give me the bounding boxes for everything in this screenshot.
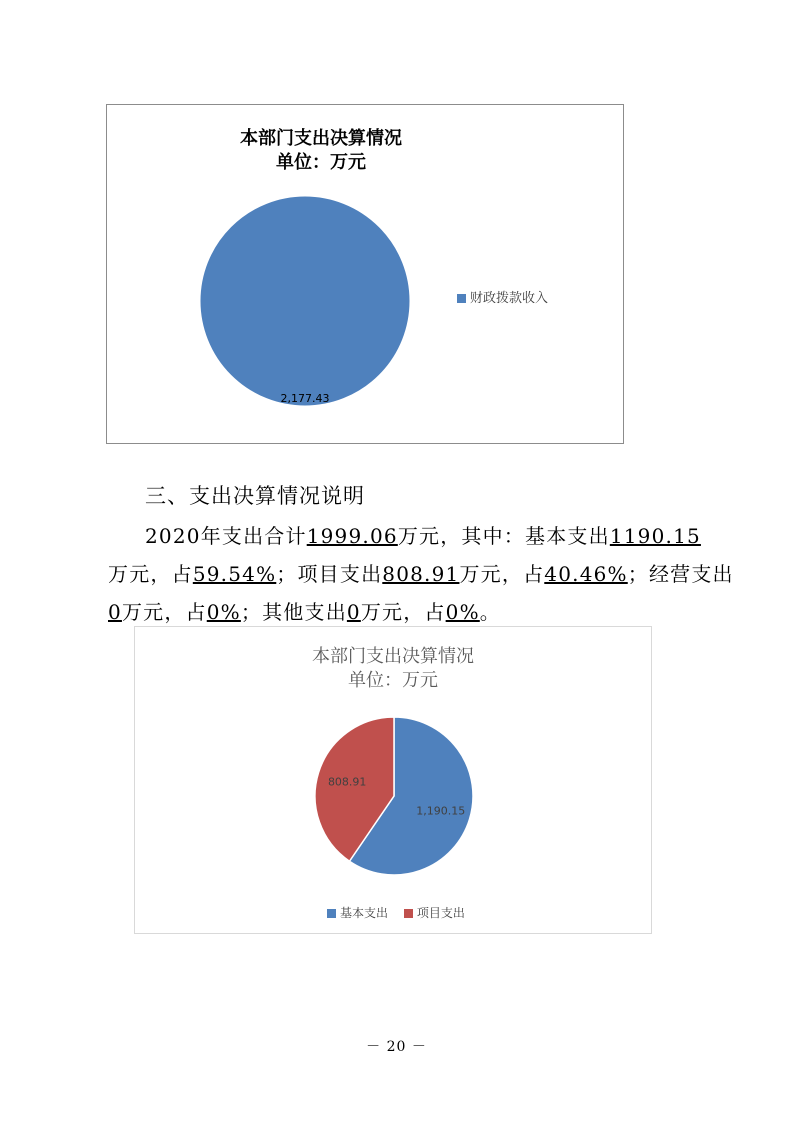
text: 。 [479, 600, 501, 624]
text: 万元，其中：基本支出 [397, 524, 610, 548]
legend-item [327, 904, 388, 921]
total-amount: 1999.06 [306, 524, 398, 548]
project-percent: 40.46% [544, 562, 628, 586]
project-amount: 808.91 [382, 562, 460, 586]
text: ；经营支出 [627, 562, 734, 586]
text: 万元，占 [360, 600, 446, 624]
pie-plot [135, 627, 653, 935]
text: 万元，占 [121, 600, 207, 624]
chart-title-line2: 单位：万元 [276, 152, 366, 173]
data-label: 808.91 [327, 775, 367, 789]
legend-swatch [404, 909, 413, 918]
legend-item [404, 904, 465, 921]
chart-title-line1: 本部门支出决算情况 [312, 646, 474, 667]
data-label: 1,190.15 [416, 804, 466, 818]
income-pie-chart [106, 104, 624, 444]
basic-amount: 1190.15 [609, 524, 701, 548]
legend-swatch [327, 909, 336, 918]
other-percent: 0% [445, 600, 480, 624]
basic-percent: 59.54% [192, 562, 277, 586]
pie-slice-fiscal-income [200, 196, 410, 406]
paragraph-line [145, 517, 735, 555]
page-number: － 20 － [366, 1039, 427, 1055]
other-amount: 0 [346, 600, 361, 624]
legend-item [457, 287, 548, 306]
chart-title-line1: 本部门支出决算情况 [240, 128, 402, 149]
expense-pie-chart [134, 626, 652, 934]
pie-plot [107, 105, 625, 445]
text: ；其他支出 [240, 600, 347, 624]
text: 2020年支出合计 [145, 524, 307, 548]
operating-percent: 0% [206, 600, 241, 624]
chart-title-line2: 单位：万元 [348, 670, 438, 691]
text: 万元，占 [459, 562, 545, 586]
paragraph-line [108, 555, 734, 593]
text: ；项目支出 [276, 562, 383, 586]
chart-legend [457, 287, 560, 306]
data-label: 2,177.43 [280, 392, 330, 405]
section-heading: 三、支出决算情况说明 [145, 484, 365, 508]
text: 万元，占 [108, 562, 193, 586]
legend-swatch [457, 294, 466, 303]
operating-amount: 0 [108, 600, 122, 624]
legend-label: 基本支出 [340, 906, 389, 920]
legend-label: 财政拨款收入 [470, 291, 549, 306]
chart-legend [327, 904, 477, 921]
legend-label: 项目支出 [416, 906, 465, 920]
